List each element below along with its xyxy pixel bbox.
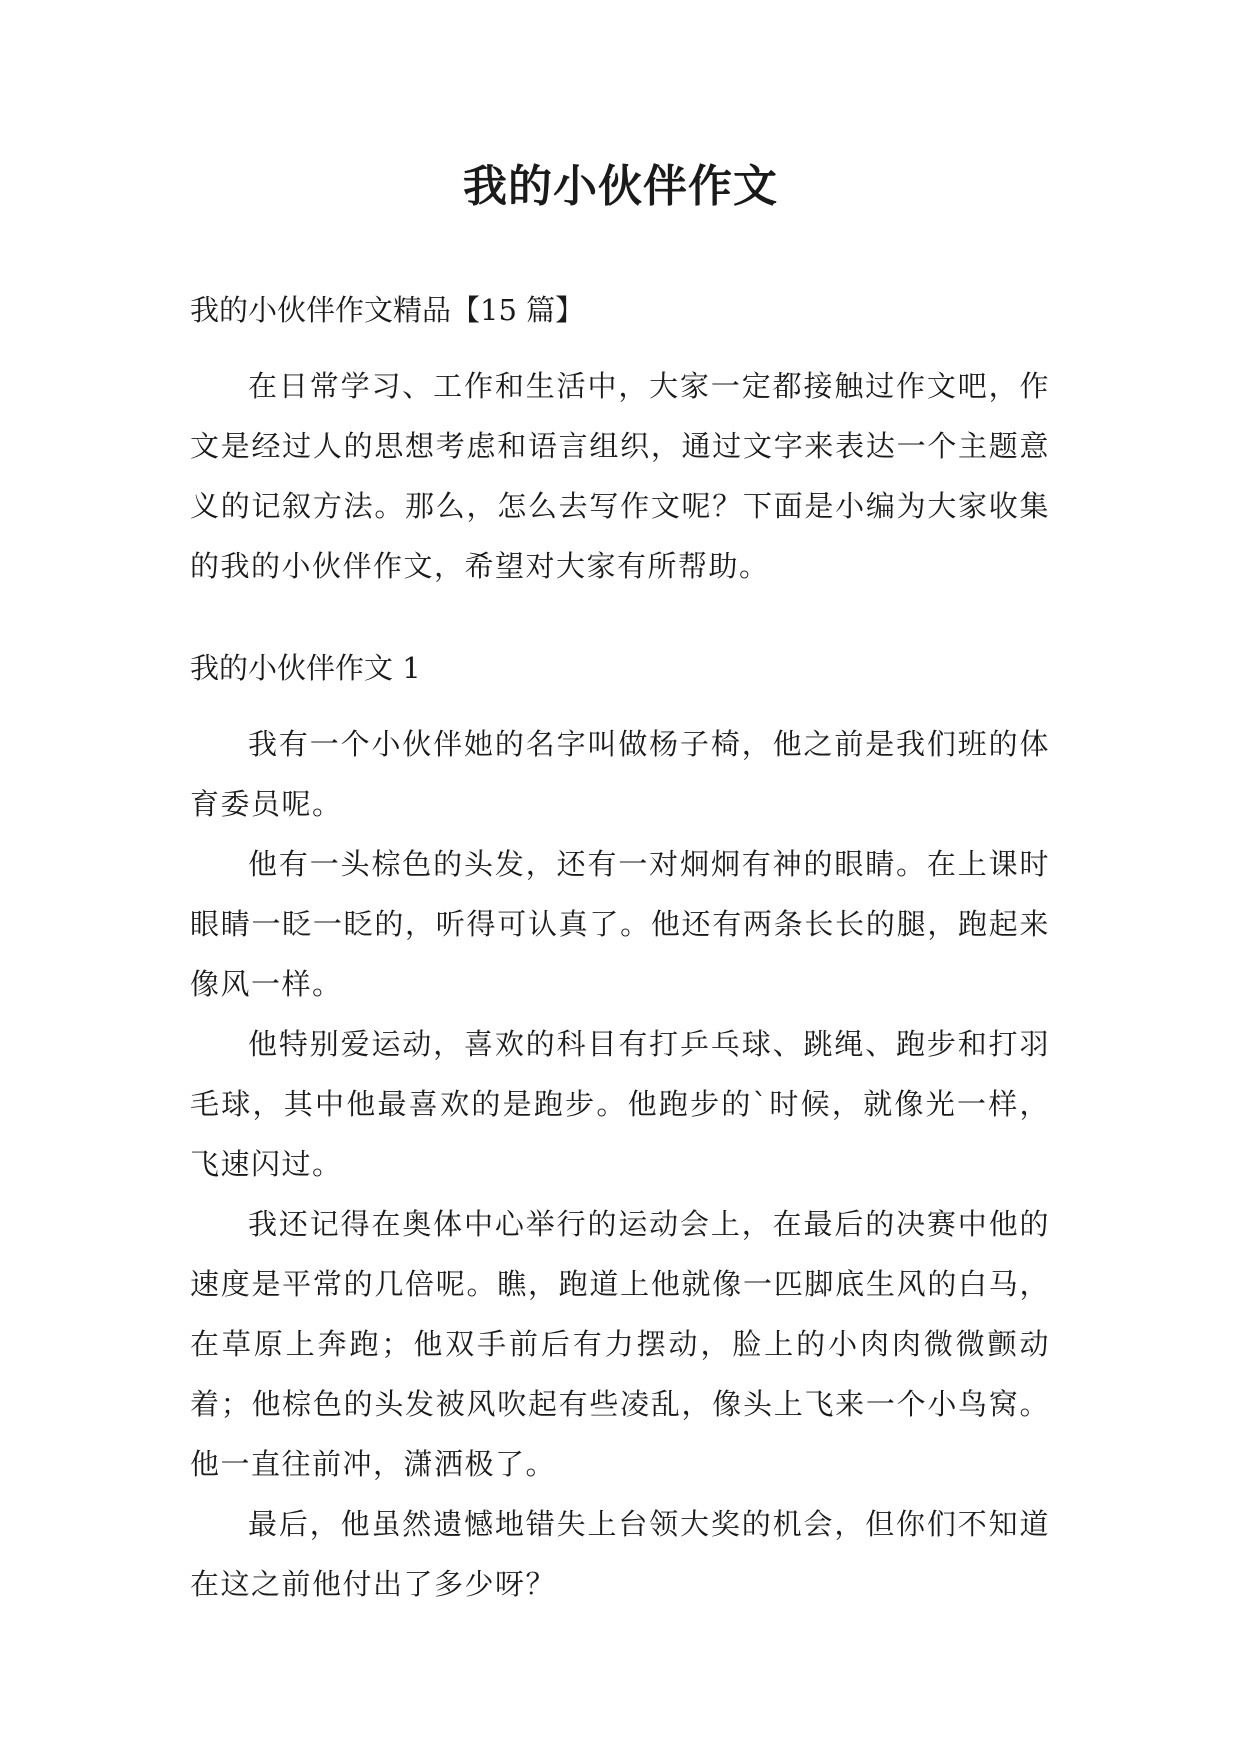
document-title: 我的小伙伴作文 <box>463 161 778 212</box>
document-body <box>190 290 1050 1614</box>
body-paragraph: 他有一头棕色的头发，还有一对炯炯有神的眼睛。在上课时眼睛一眨一眨的，听得可认真了。他还有两条长长的腿，跑起来像风一样。 <box>190 847 1050 1001</box>
body-paragraph: 我有一个小伙伴她的名字叫做杨子椅，他之前是我们班的体育委员呢。 <box>190 727 1050 821</box>
document-subtitle: 我的小伙伴作文精品【15 篇】 <box>190 293 585 327</box>
body-paragraph: 最后，他虽然遗憾地错失上台领大奖的机会，但你们不知道在这之前他付出了多少呀？ <box>190 1507 1050 1601</box>
body-paragraph: 他特别爱运动，喜欢的科目有打乒乓球、跳绳、跑步和打羽毛球，其中他最喜欢的是跑步。他跑步的`时候，就像光一样，飞速闪过。 <box>190 1027 1050 1181</box>
body-paragraph: 我还记得在奥体中心举行的运动会上，在最后的决赛中他的速度是平常的几倍呢。瞧，跑道上他就像一匹脚底生风的白马，在草原上奔跑；他双手前后有力摆动，脸上的小肉肉微微颤动着；他棕色的头发被风吹起有些凌乱，像头上飞来一个小鸟窝。他一直往前冲，潇洒极了。 <box>190 1207 1050 1481</box>
intro-paragraph: 在日常学习、工作和生活中，大家一定都接触过作文吧，作文是经过人的思想考虑和语言组织，通过文字来表达一个主题意义的记叙方法。那么，怎么去写作文呢？下面是小编为大家收集的我的小伙伴作文，希望对大家有所帮助。 <box>190 369 1050 583</box>
section-heading: 我的小伙伴作文 1 <box>190 651 421 685</box>
